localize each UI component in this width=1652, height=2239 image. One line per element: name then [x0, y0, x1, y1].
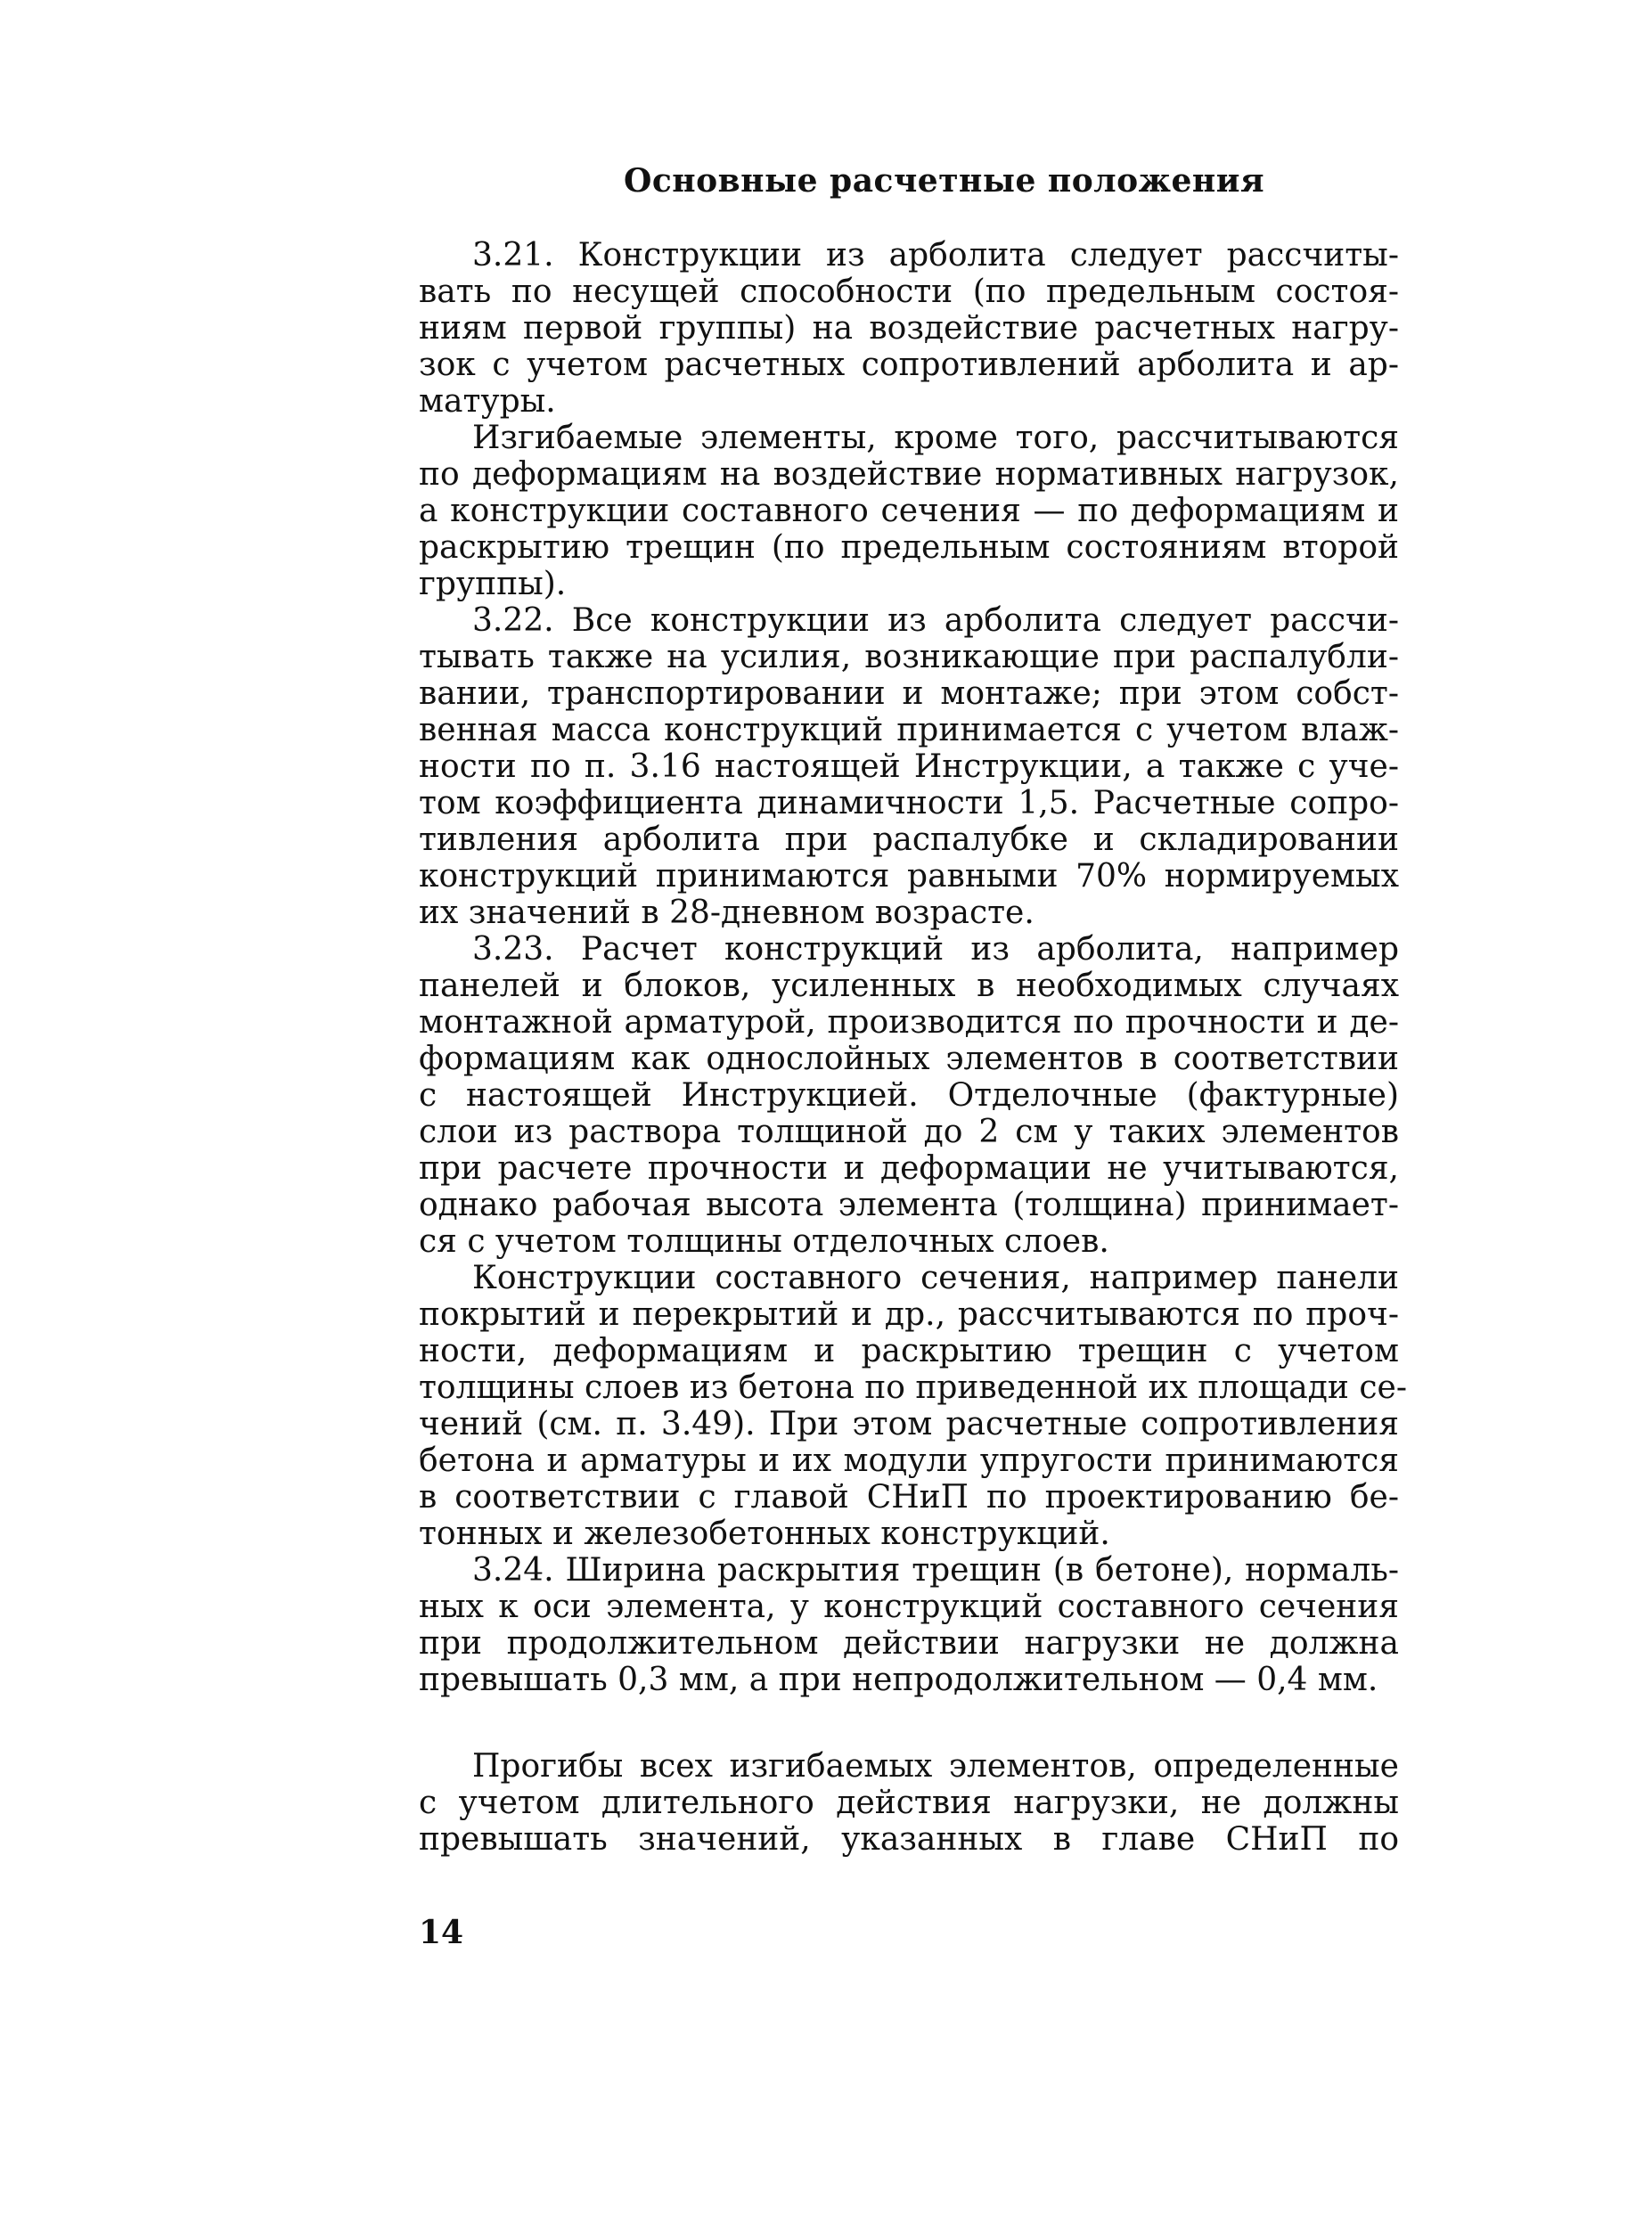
text-line: при продолжительном действии нагрузки не должна: [419, 1625, 1399, 1662]
text-line: тывать также на усилия, возникающие при распалубли-: [419, 639, 1399, 675]
text-line: покрытий и перекрытий и др., рассчитываются по проч-: [419, 1296, 1399, 1333]
body-text: [419, 237, 1408, 1858]
text-line: с настоящей Инструкцией. Отделочные (фактурные): [419, 1077, 1399, 1114]
text-line: венная масса конструкций принимается с учетом влаж-: [419, 712, 1399, 748]
text-line: матуры.: [419, 383, 556, 420]
text-line: при расчете прочности и деформации не учитываются,: [419, 1150, 1399, 1187]
text-line: по деформациям на воздействие нормативных нагрузок,: [419, 456, 1399, 493]
text-line: а конструкции составного сечения — по деформациям и: [419, 493, 1399, 529]
text-line: чений (см. п. 3.49). При этом расчетные сопротивления: [419, 1406, 1399, 1442]
paragraph-3-22: [419, 602, 1399, 931]
text-line: монтажной арматурой, производится по прочности и де-: [419, 1004, 1399, 1041]
text-line: 3.23. Расчет конструкций из арболита, например: [472, 931, 1399, 968]
text-line: бетона и арматуры и их модули упругости принимаются: [419, 1442, 1399, 1479]
text-line: вании, транспортировании и монтаже; при этом собст-: [419, 675, 1399, 712]
text-line: превышать 0,3 мм, а при непродолжительном — 0,4 мм.: [419, 1662, 1378, 1698]
text-line: вать по несущей способности (по предельным состоя-: [419, 274, 1399, 310]
section-heading: Основные расчетные положения: [624, 162, 1265, 200]
page-number: 14: [419, 1914, 464, 1951]
text-line: ности, деформациям и раскрытию трещин с учетом: [419, 1333, 1399, 1369]
text-line: Прогибы всех изгибаемых элементов, определенные: [472, 1748, 1399, 1785]
paragraph-gap: [419, 1698, 1399, 1748]
text-line: однако рабочая высота элемента (толщина) принимает-: [419, 1187, 1399, 1223]
text-line: Конструкции составного сечения, например панели: [472, 1260, 1399, 1296]
text-line: в соответствии с главой СНиП по проектированию бе-: [419, 1479, 1399, 1516]
text-line: с учетом длительного действия нагрузки, не должны: [419, 1785, 1399, 1821]
text-line: формациям как однослойных элементов в соответствии: [419, 1041, 1399, 1077]
paragraph-3-23: [419, 931, 1399, 1260]
paragraph-3-21: [419, 237, 1399, 420]
text-line: их значений в 28-дневном возрасте.: [419, 895, 1035, 931]
text-line: панелей и блоков, усиленных в необходимых случаях: [419, 968, 1399, 1004]
text-line: 3.24. Ширина раскрытия трещин (в бетоне), нормаль-: [472, 1552, 1399, 1589]
text-line: том коэффициента динамичности 1,5. Расчетные сопро-: [419, 785, 1399, 821]
paragraph-composite-section: [419, 1260, 1408, 1552]
text-line: конструкций принимаются равными 70% нормируемых: [419, 858, 1399, 895]
text-line: тонных и железобетонных конструкций.: [419, 1516, 1110, 1552]
text-line: зок с учетом расчетных сопротивлений арболита и ар-: [419, 347, 1399, 383]
paragraph-deflections: [419, 1748, 1399, 1858]
text-line: ных к оси элемента, у конструкций составного сечения: [419, 1589, 1399, 1625]
text-line: ниям первой группы) на воздействие расчетных нагру-: [419, 310, 1399, 347]
text-line: толщины слоев из бетона по приведенной их площади се-: [419, 1369, 1408, 1406]
text-line: Изгибаемые элементы, кроме того, рассчитываются: [472, 420, 1399, 456]
text-line: тивления арболита при распалубке и складировании: [419, 821, 1399, 858]
text-line: превышать значений, указанных в главе СНиП по: [419, 1821, 1399, 1858]
paragraph-bending-elements: [419, 420, 1399, 602]
text-line: группы).: [419, 566, 567, 602]
text-line: 3.21. Конструкции из арболита следует рассчиты-: [472, 237, 1399, 274]
text-line: ности по п. 3.16 настоящей Инструкции, а также с уче-: [419, 748, 1399, 785]
paragraph-3-24: [419, 1552, 1399, 1698]
text-line: 3.22. Все конструкции из арболита следует рассчи-: [472, 602, 1399, 639]
text-line: ся с учетом толщины отделочных слоев.: [419, 1223, 1109, 1260]
text-line: слои из раствора толщиной до 2 см у таких элементов: [419, 1114, 1399, 1150]
text-line: раскрытию трещин (по предельным состояниям второй: [419, 529, 1399, 566]
